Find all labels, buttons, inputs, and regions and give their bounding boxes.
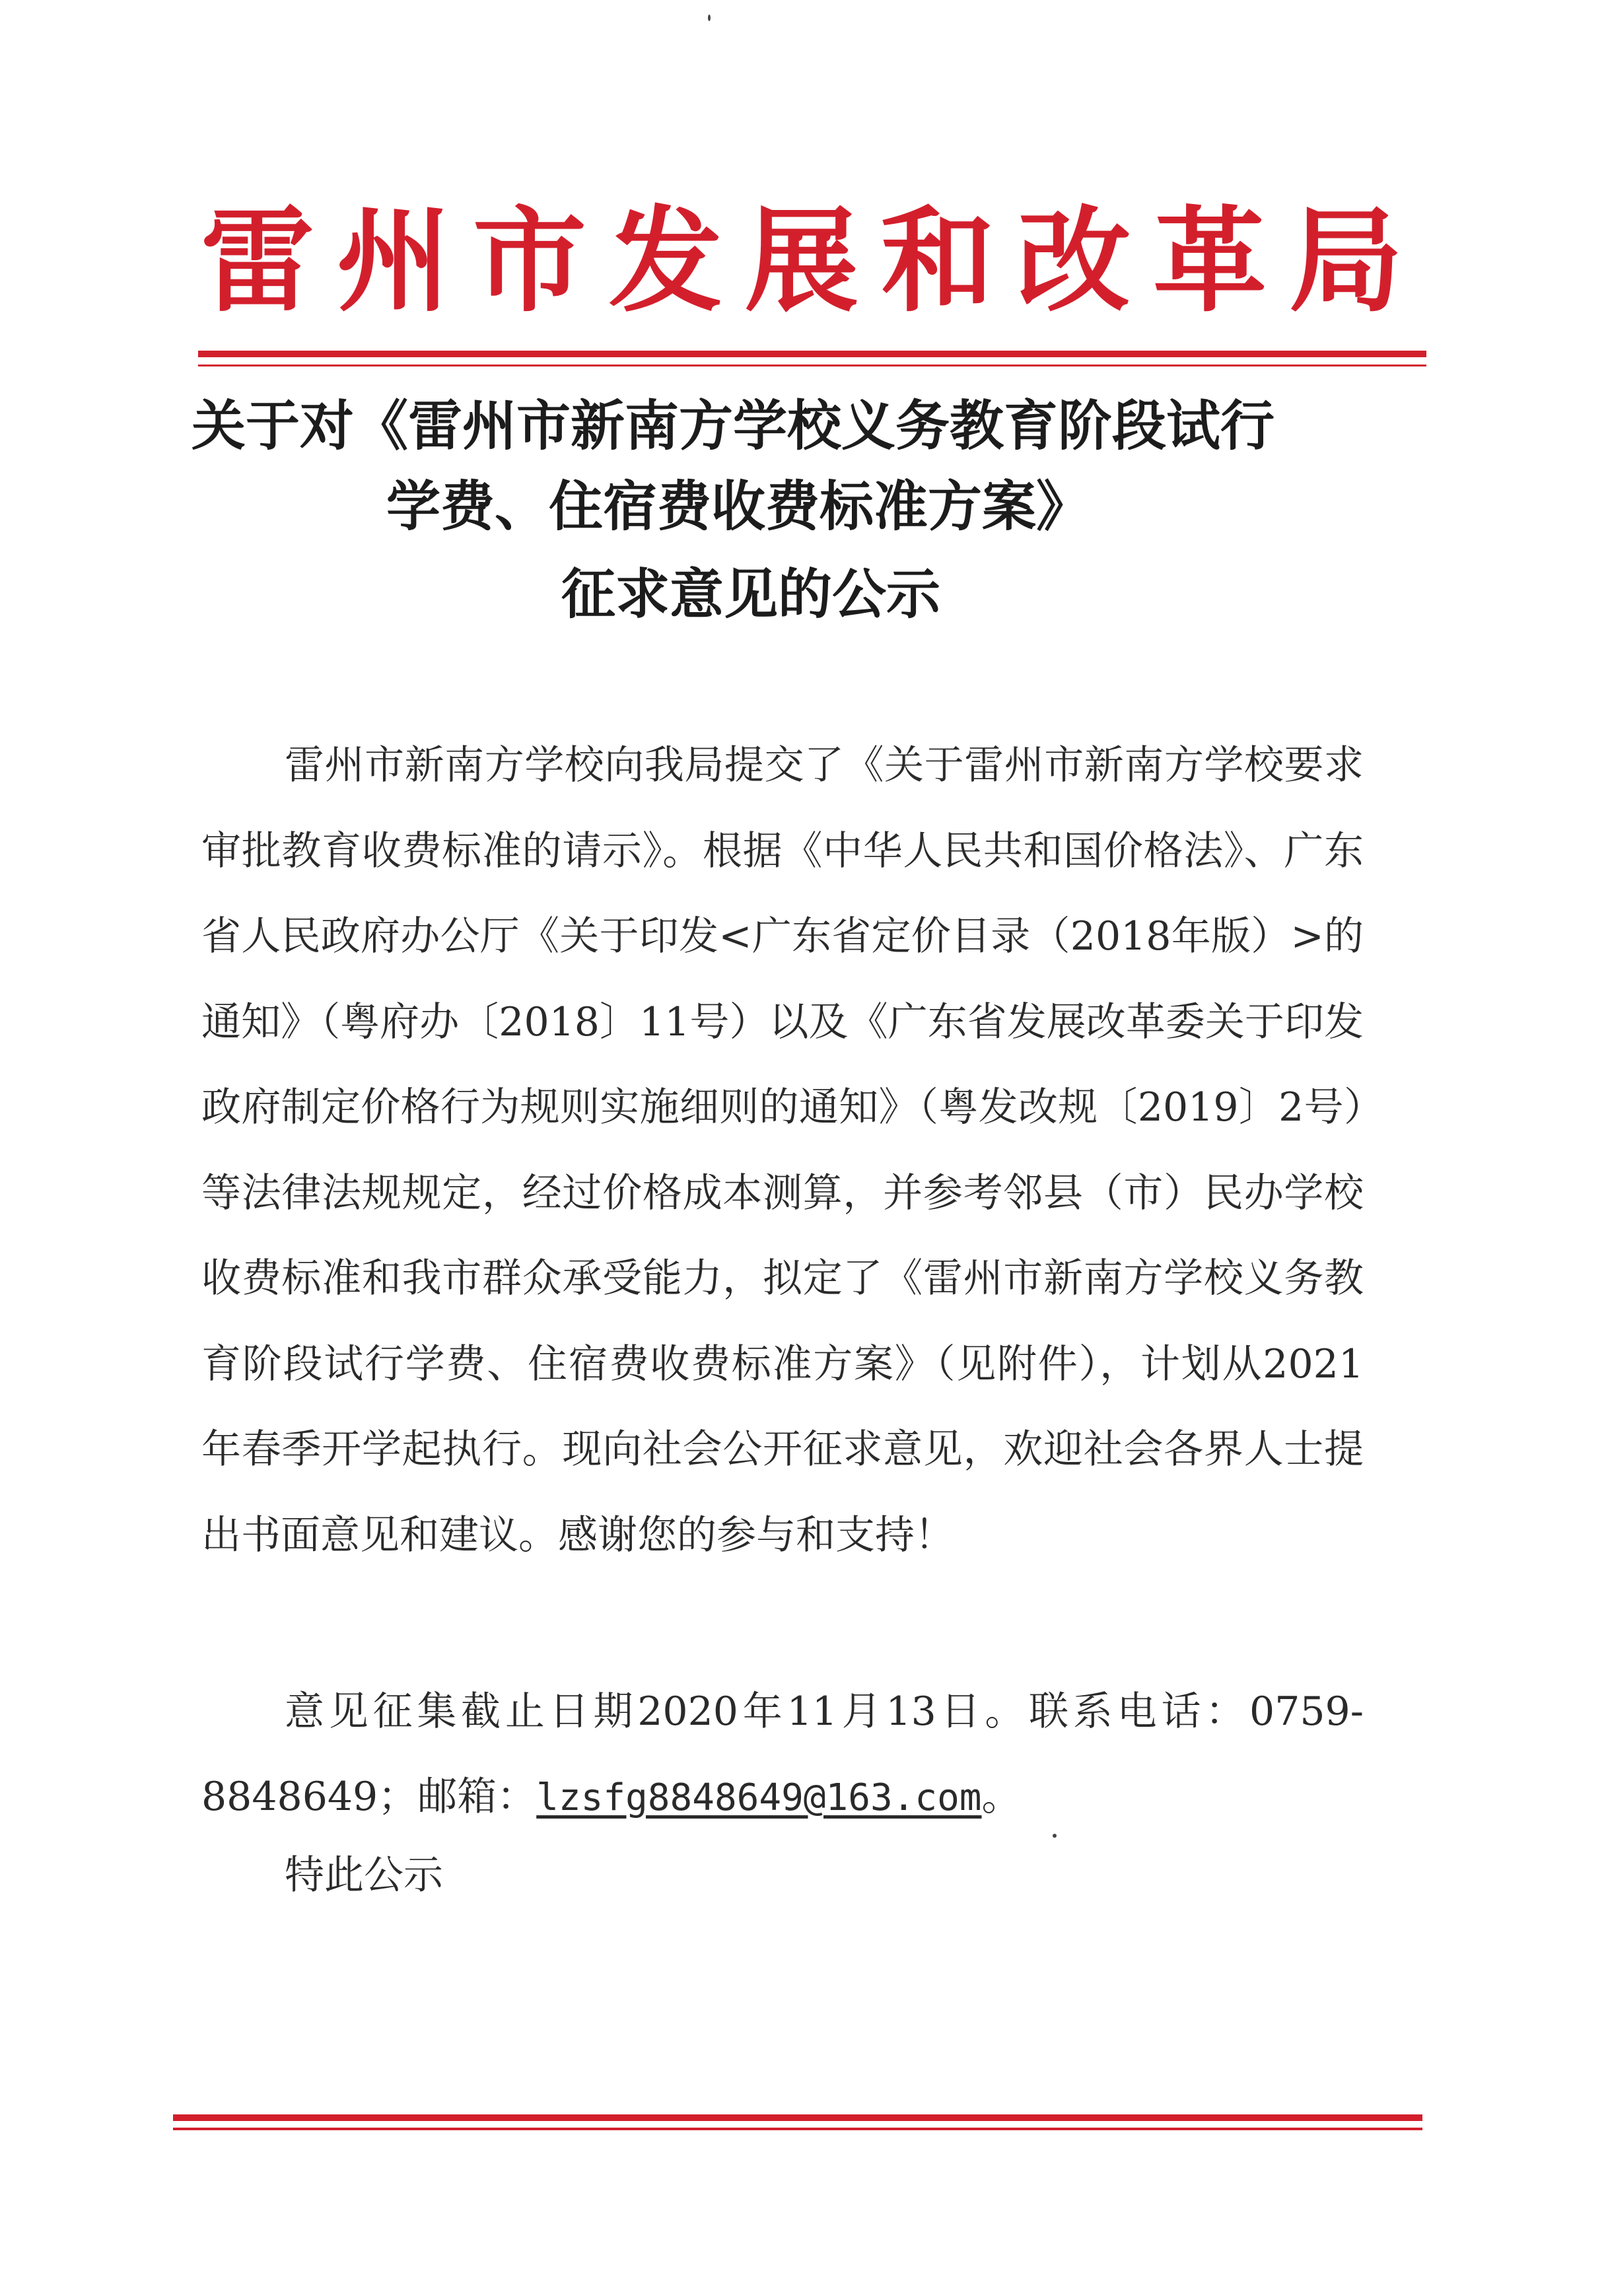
title-line-1: 关于对《雷州市新南方学校义务教育阶段试行 xyxy=(192,395,1275,458)
title-line-3: 征求意见的公示 xyxy=(561,563,941,626)
scan-speck-top xyxy=(708,15,711,21)
scan-speck xyxy=(1053,1834,1057,1838)
contact-email-link[interactable]: lzsfg8848649@163.com xyxy=(536,1776,982,1819)
letterhead-rule-thin xyxy=(198,365,1426,366)
letterhead-rule-thick xyxy=(198,351,1426,357)
footer-rule-thick xyxy=(173,2114,1422,2121)
title-line-2: 学费、住宿费收费标准方案》 xyxy=(386,475,1091,538)
body-paragraph: 雷州市新南方学校向我局提交了《关于雷州市新南方学校要求审批教育收费标准的请示》。根据《中华人民共和国价格法》、广东省人民政府办公厅《关于印发<广东省定价目录（2018年版）>的通知》（粤府办〔2018〕11号）以及《广东省发展改革委关于印发政府制定价格行为规则实施细则的通知》（粤发改规〔2019〕2号）等法律法规规定，经过价格成本测算，并参考邻县（市）民办学校收费标准和我市群众承受能力，拟定了《雷州市新南方学校义务教育阶段试行学费、住宿费收费标准方案》（见附件），计划从2021年春季开学起执行。现向社会公开征求意见，欢迎社会各界人士提出书面意见和建议。感谢您的参与和支持！ xyxy=(201,742,1364,1558)
closing-text: 特此公示 xyxy=(285,1852,443,1898)
deadline-suffix: 。 xyxy=(981,1774,1022,1820)
deadline-text: 意见征集截止日期2020年11月13日。联系电话：0759-8848649；邮箱： xyxy=(201,1688,1364,1820)
letterhead-title: 雷州市发展和改革局 xyxy=(201,193,1425,328)
deadline-paragraph xyxy=(201,1669,1364,1840)
footer-rule-thin xyxy=(173,2128,1422,2130)
